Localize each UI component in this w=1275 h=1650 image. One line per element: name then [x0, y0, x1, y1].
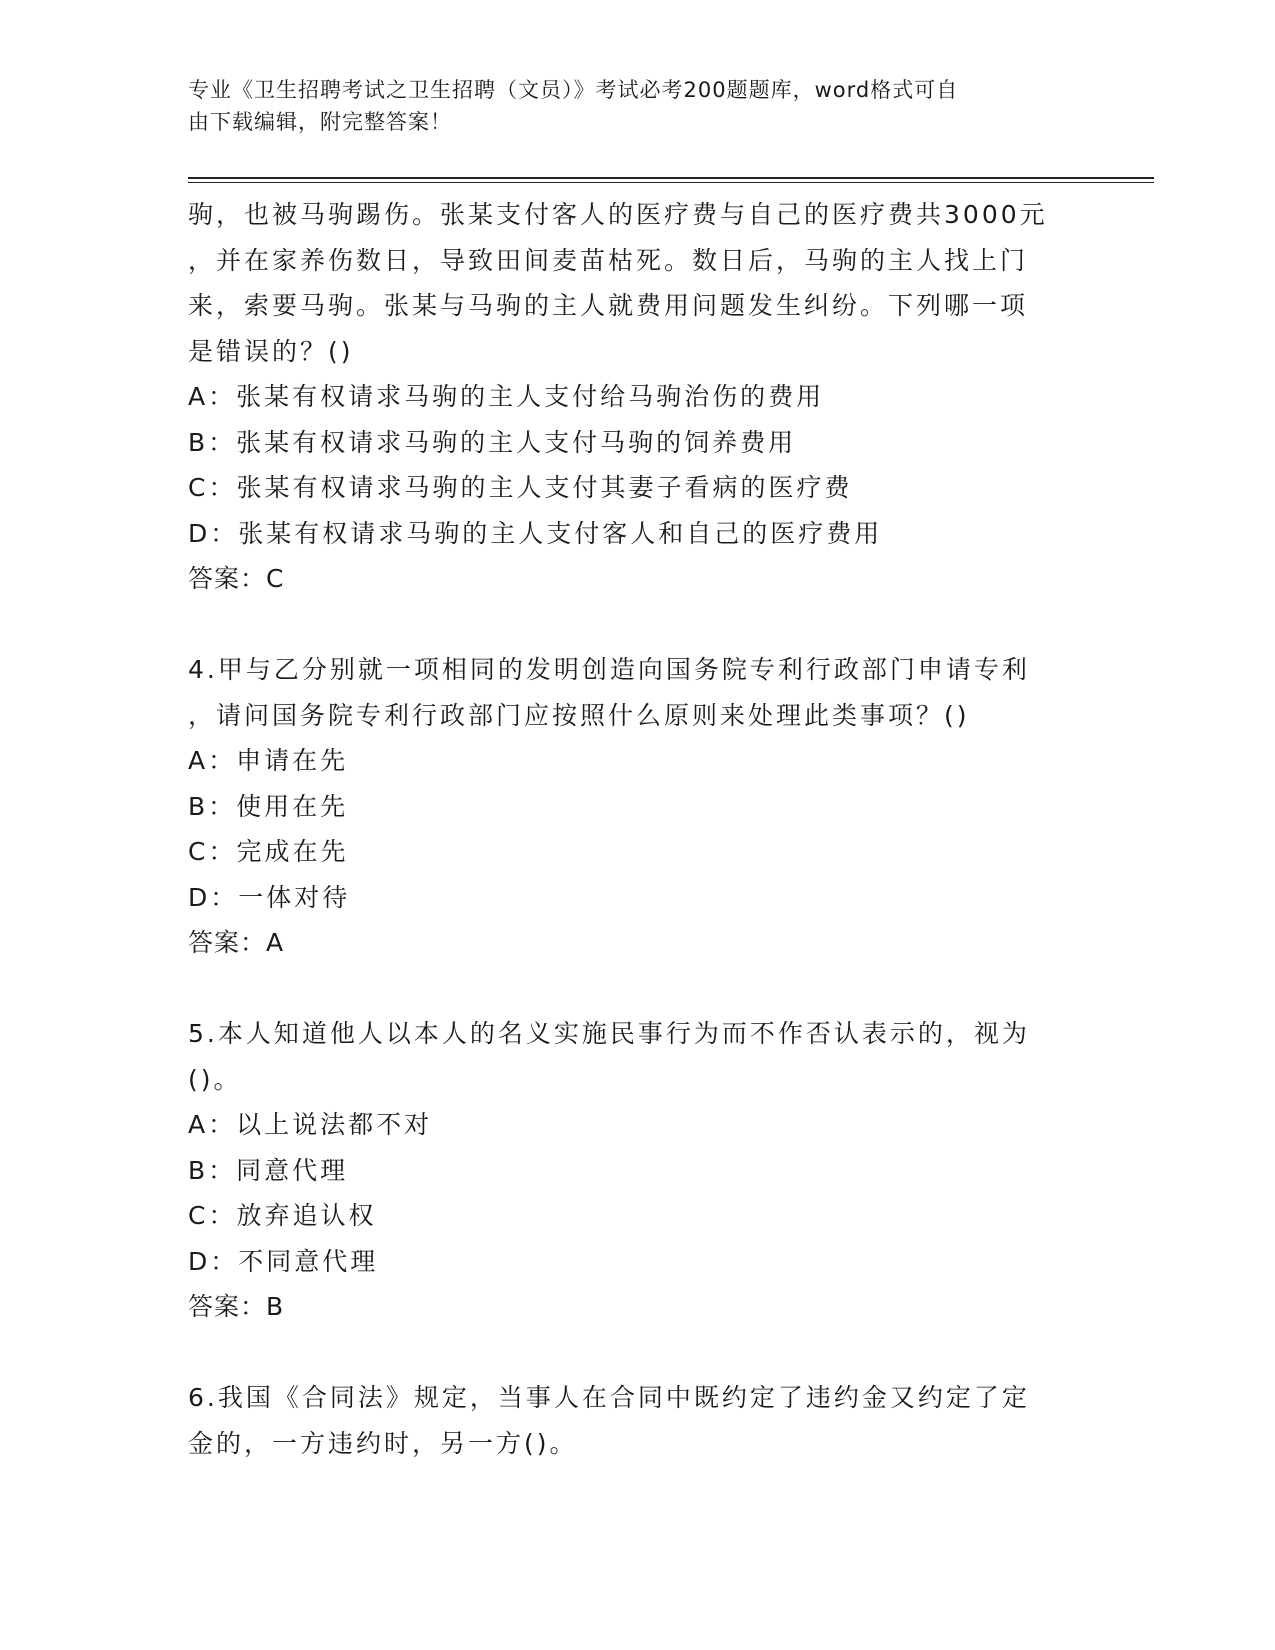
question-5	[188, 1011, 1088, 1330]
question-text-line: ，并在家养伤数日，导致田间麦苗枯死。数日后，马驹的主人找上门	[188, 245, 1029, 275]
option-c: C：放弃追认权	[188, 1201, 377, 1230]
question-text-line: 来，索要马驹。张某与马驹的主人就费用问题发生纠纷。下列哪一项	[188, 291, 1029, 320]
option-b: B：张某有权请求马驹的主人支付马驹的饲养费用	[188, 427, 797, 457]
option-c: C：张某有权请求马驹的主人支付其妻子看病的医疗费	[188, 473, 853, 502]
option-d: D：张某有权请求马驹的主人支付客人和自己的医疗费用	[188, 518, 883, 548]
header-line-2: 由下载编辑，附完整答案！	[188, 110, 452, 134]
question-text-line: ，请问国务院专利行政部门应按照什么原则来处理此类事项？()	[188, 700, 970, 730]
header-divider-thick	[188, 177, 1154, 179]
question-text-line: 是错误的？()	[188, 336, 354, 366]
answer: 答案：B	[188, 1292, 285, 1321]
option-c: C：完成在先	[188, 837, 349, 866]
option-b: B：同意代理	[188, 1155, 349, 1185]
answer: 答案：A	[188, 928, 285, 957]
question-text-line: 6.我国《合同法》规定，当事人在合同中既约定了违约金又约定了定	[188, 1383, 1030, 1412]
header-line-1: 专业《卫生招聘考试之卫生招聘（文员）》考试必考200题题库，word格式可自	[188, 78, 959, 102]
question-content	[188, 192, 1088, 1466]
option-d: D：不同意代理	[188, 1246, 379, 1276]
option-a: A：以上说法都不对	[188, 1110, 433, 1139]
question-text-line: 5.本人知道他人以本人的名义实施民事行为而不作否认表示的，视为	[188, 1019, 1030, 1048]
question-6	[188, 1375, 1088, 1466]
question-text-line: 驹，也被马驹踢伤。张某支付客人的医疗费与自己的医疗费共3000元	[188, 200, 1048, 229]
answer: 答案：C	[188, 564, 285, 593]
question-3	[188, 192, 1088, 602]
question-4	[188, 647, 1088, 966]
header-divider-thin	[188, 182, 1154, 183]
question-text-line: 4.甲与乙分别就一项相同的发明创造向国务院专利行政部门申请专利	[188, 655, 1030, 684]
spacer	[188, 602, 1088, 648]
question-text-line: 金的，一方违约时，另一方()。	[188, 1428, 578, 1458]
spacer	[188, 966, 1088, 1012]
document-header	[188, 74, 1068, 138]
option-a: A：申请在先	[188, 746, 349, 775]
option-a: A：张某有权请求马驹的主人支付给马驹治伤的费用	[188, 382, 825, 411]
spacer	[188, 1330, 1088, 1376]
option-d: D：一体对待	[188, 882, 351, 912]
question-text-line: ()。	[188, 1064, 242, 1094]
option-b: B：使用在先	[188, 791, 349, 821]
